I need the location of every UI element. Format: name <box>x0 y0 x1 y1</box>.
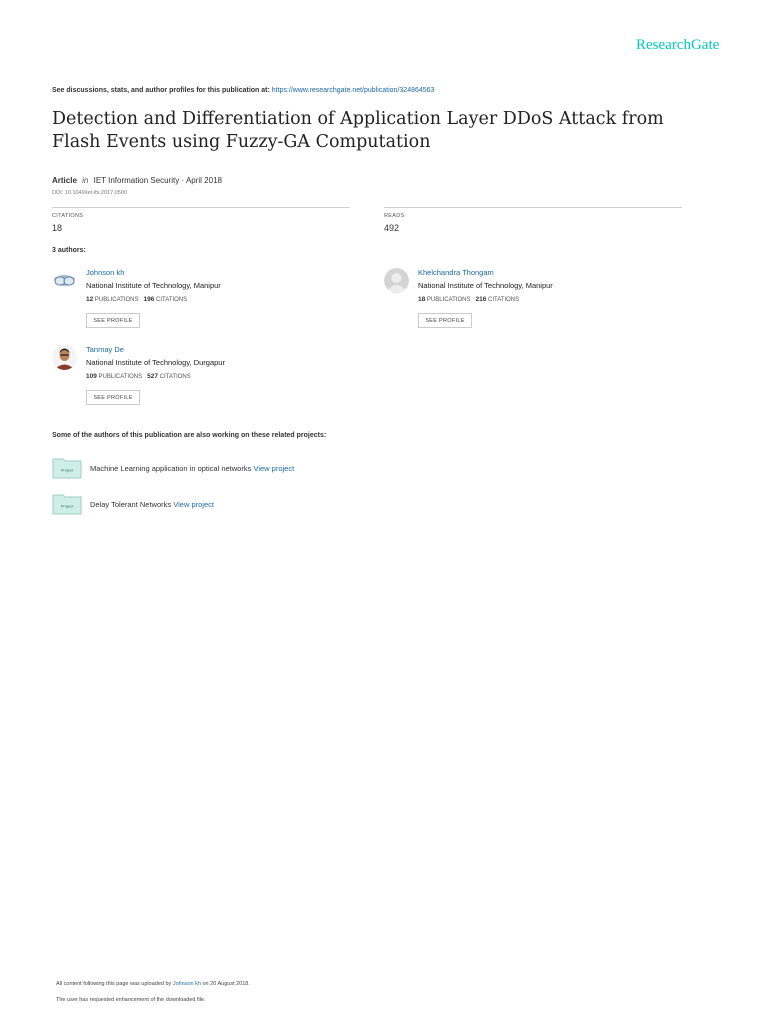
publications-label: PUBLICATIONS <box>426 297 471 303</box>
view-project-link[interactable]: View project <box>253 464 295 473</box>
project-title: Delay Tolerant Networks <box>90 500 172 509</box>
publication-type: Article <box>52 176 77 185</box>
authors-heading: 3 authors: <box>52 247 86 254</box>
author-name[interactable]: Khelchandra Thongam <box>418 268 494 277</box>
person-photo-icon <box>52 345 77 370</box>
author-stats <box>86 373 191 380</box>
author-avatar[interactable] <box>52 268 77 293</box>
enhancement-note: The user has requested enhancement of the downloaded file. <box>56 997 206 1003</box>
author-name[interactable]: Tanmay De <box>86 345 124 354</box>
publications-count: 12 <box>86 296 94 303</box>
publications-count: 109 <box>86 373 97 380</box>
author-stats <box>418 296 519 303</box>
citations-count: 527 <box>147 373 158 380</box>
project-icon-label: Project <box>60 467 74 473</box>
see-profile-button[interactable]: SEE PROFILE <box>418 313 472 328</box>
publication-title: Detection and Differentiation of Application Layer DDoS Attack from Flash Events using Fuzzy-GA Computation <box>52 109 664 152</box>
author-institution: National Institute of Technology, Manipur <box>86 281 221 290</box>
uploader-link[interactable]: Johnson kh <box>172 981 201 987</box>
reads-value: 492 <box>384 223 400 233</box>
citations-label: CITATIONS <box>156 297 188 303</box>
project-folder-icon <box>52 493 82 515</box>
upload-note <box>56 981 250 987</box>
publication-venue: IET Information Security · April 2018 <box>93 176 222 185</box>
author-name[interactable]: Johnson kh <box>86 268 125 277</box>
see-profile-button[interactable]: SEE PROFILE <box>86 313 140 328</box>
publication-url-link[interactable]: https://www.researchgate.net/publication/324864563 <box>271 87 435 94</box>
citations-label: CITATIONS <box>488 297 520 303</box>
citations-label: CITATIONS <box>159 374 191 380</box>
researchgate-logo[interactable]: ResearchGate <box>636 37 720 53</box>
in-word: in <box>82 176 89 185</box>
author-avatar[interactable] <box>384 268 409 293</box>
view-project-link[interactable]: View project <box>173 500 214 509</box>
publication-meta <box>52 176 222 185</box>
project-icon-label: Project <box>60 503 74 509</box>
publications-label: PUBLICATIONS <box>94 297 139 303</box>
author-avatar[interactable] <box>52 345 77 370</box>
publications-count: 18 <box>418 296 426 303</box>
reads-label: READS <box>384 213 405 219</box>
project-title: Machine Learning application in optical networks <box>90 464 252 473</box>
related-projects-heading: Some of the authors of this publication are also working on these related projects: <box>52 432 327 439</box>
discussion-line <box>52 87 434 94</box>
see-profile-button[interactable]: SEE PROFILE <box>86 390 140 405</box>
divider <box>384 207 682 208</box>
citations-count: 196 <box>143 296 155 303</box>
upload-suffix: on 20 August 2018. <box>202 981 250 987</box>
default-user-icon <box>384 268 409 293</box>
glasses-avatar-icon <box>52 268 77 293</box>
author-stats <box>86 296 187 303</box>
citations-count: 216 <box>475 296 487 303</box>
citations-value: 18 <box>52 223 63 233</box>
divider <box>52 207 350 208</box>
author-institution: National Institute of Technology, Manipur <box>418 281 553 290</box>
author-institution: National Institute of Technology, Durgapur <box>86 358 225 367</box>
discussion-prefix: See discussions, stats, and author profiles for this publication at: <box>52 87 270 94</box>
publications-label: PUBLICATIONS <box>98 374 143 380</box>
project-item <box>90 464 294 473</box>
project-item <box>90 500 214 509</box>
citations-label: CITATIONS <box>52 213 84 219</box>
upload-prefix: All content following this page was uploaded by <box>56 981 172 987</box>
doi: DOI: 10.1049/iet-ifs.2017.0500 <box>52 190 127 196</box>
project-folder-icon <box>52 457 82 479</box>
